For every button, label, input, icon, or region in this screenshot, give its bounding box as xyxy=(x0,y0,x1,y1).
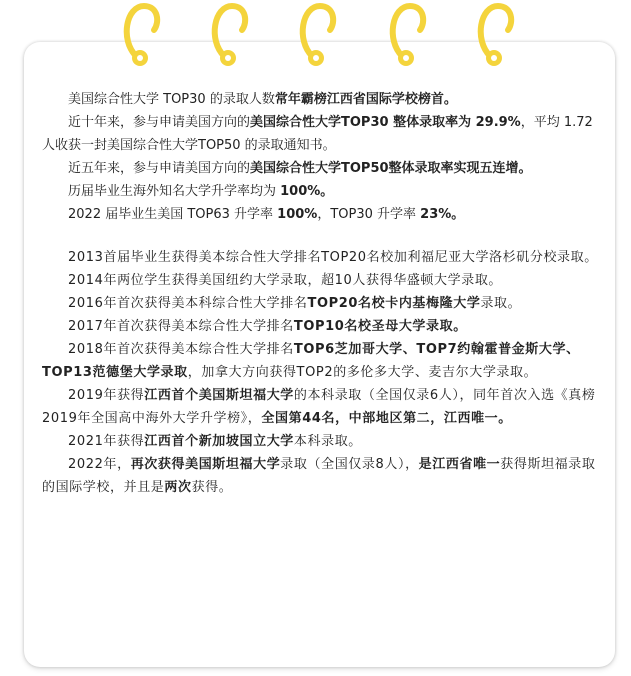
paragraph: 近五年来，参与申请美国方向的美国综合性大学TOP50整体录取率实现五连增。 xyxy=(68,161,532,176)
binder-rings xyxy=(0,0,631,80)
paragraph: 2016年首次获得美本科综合性大学排名TOP20名校卡内基梅隆大学录取。 xyxy=(68,296,522,311)
paragraph: 2013首届毕业生获得美本综合性大学排名TOP20名校加利福尼亚大学洛杉矶分校录取。 xyxy=(68,250,598,265)
paragraph: 美国综合性大学 TOP30 的录取人数常年霸榜江西省国际学校榜首。 xyxy=(68,92,457,107)
summary-section xyxy=(42,88,602,226)
paragraph: 2021年获得江西首个新加坡国立大学本科录取。 xyxy=(68,434,362,449)
paragraph: 2018年首次获得美本综合性大学排名TOP6芝加哥大学、TOP7约翰霍普金斯大学、TOP13范德堡大学录取，加拿大方向获得TOP2的多伦多大学、麦吉尔大学录取。 xyxy=(42,342,580,380)
paragraph: 2022 届毕业生美国 TOP63 升学率 100%，TOP30 升学率 23%。 xyxy=(68,207,465,222)
binder-ring-icon xyxy=(215,6,245,66)
binder-ring-icon xyxy=(393,6,423,66)
binder-ring-icon xyxy=(303,6,333,66)
paragraph: 近十年来，参与申请美国方向的美国综合性大学TOP30 整体录取率为 29.9%，平均 1.72 人收获一封美国综合性大学TOP50 的录取通知书。 xyxy=(42,115,593,153)
binder-ring-icon xyxy=(127,6,157,66)
article-body xyxy=(42,88,602,499)
paragraph: 历届毕业生海外知名大学升学率均为 100%。 xyxy=(68,184,334,199)
paragraph: 2014年两位学生获得美国纽约大学录取，超10人获得华盛顿大学录取。 xyxy=(68,273,503,288)
paragraph: 2017年首次获得美本综合性大学排名TOP10名校圣母大学录取。 xyxy=(68,319,467,334)
paragraph: 2019年获得江西首个美国斯坦福大学的本科录取（全国仅录6人），同年首次入选《真榜2019年全国高中海外大学升学榜》，全国第44名，中部地区第二，江西唯一。 xyxy=(42,388,596,426)
paragraph: 2022年，再次获得美国斯坦福大学录取（全国仅录8人），是江西省唯一获得斯坦福录取的国际学校，并且是两次获得。 xyxy=(42,457,596,495)
history-section xyxy=(42,246,602,499)
binder-ring-icon xyxy=(481,6,511,66)
